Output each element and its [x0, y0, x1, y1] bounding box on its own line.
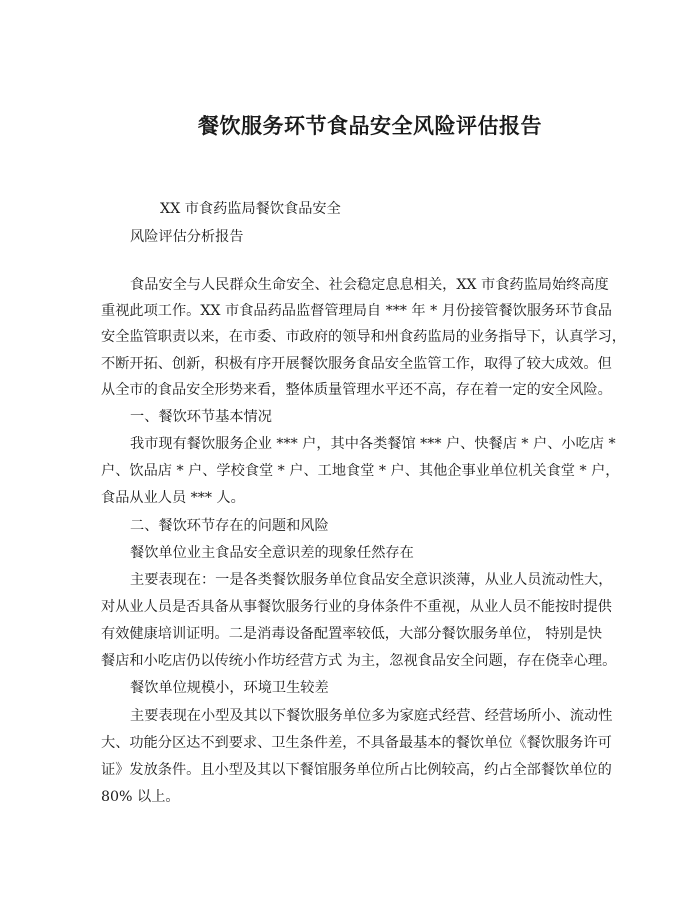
issue-1-line: 有效健康培训证明。二是消毒设备配置率较低，大部分餐饮服务单位， 特别是快: [101, 626, 603, 642]
section-1-line: 户、饮品店 * 户、学校食堂 * 户、工地食堂 * 户、其他企事业单位机关食堂 * 户，: [101, 463, 620, 479]
issue-2-line: 80% 以上。: [101, 789, 180, 805]
section-1-heading: 一、餐饮环节基本情况: [130, 409, 272, 425]
section-1-line: 食品从业人员 *** 人。: [101, 490, 245, 506]
issue-2-line: 主要表现在小型及其以下餐饮服务单位多为家庭式经营、经营场所小、流动性: [130, 708, 613, 724]
issue-1-line: 对从业人员是否具备从事餐饮服务行业的身体条件不重视，从业人员不能按时提供: [101, 599, 612, 615]
intro-line: 安全监管职责以来，在市委、市政府的领导和州食药监局的业务指导下，认真学习，: [101, 329, 626, 345]
subtitle-line-2: 风险评估分析报告: [130, 229, 244, 245]
section-2-heading: 二、餐饮环节存在的问题和风险: [130, 518, 329, 534]
section-1-line: 我市现有餐饮服务企业 *** 户，其中各类餐馆 *** 户、快餐店 * 户、小吃店 *: [130, 436, 616, 452]
issue-1-line: 主要表现在：一是各类餐饮服务单位食品安全意识淡薄，从业人员流动性大，: [130, 572, 613, 588]
issue-2-line: 大、功能分区达不到要求、卫生条件差，不具备最基本的餐饮单位《餐饮服务许可: [101, 735, 612, 751]
issue-1-line: 餐店和小吃店仍以传统小作坊经营方式 为主，忽视食品安全问题，存在侥幸心理。: [101, 653, 617, 669]
intro-line: 不断开拓、创新，积极有序开展餐饮服务食品安全监管工作，取得了较大成效。但: [101, 356, 612, 372]
intro-line: 食品安全与人民群众生命安全、社会稳定息息相关，XX 市食药监局始终高度: [130, 277, 609, 293]
subtitle-line-1: XX 市食药监局餐饮食品安全: [160, 201, 341, 217]
document-title: 餐饮服务环节食品安全风险评估报告: [198, 113, 542, 138]
issue-2-heading: 餐饮单位规模小，环境卫生较差: [130, 680, 329, 696]
intro-line: 重视此项工作。XX 市食品药品监督管理局自 *** 年 * 月份接管餐饮服务环节食品: [101, 303, 612, 319]
issue-1-heading: 餐饮单位业主食品安全意识差的现象任然存在: [130, 545, 414, 561]
issue-2-line: 证》发放条件。且小型及其以下餐馆服务单位所占比例较高，约占全部餐饮单位的: [101, 762, 612, 778]
intro-line: 从全市的食品安全形势来看，整体质量管理水平还不高，存在着一定的安全风险。: [101, 382, 612, 398]
